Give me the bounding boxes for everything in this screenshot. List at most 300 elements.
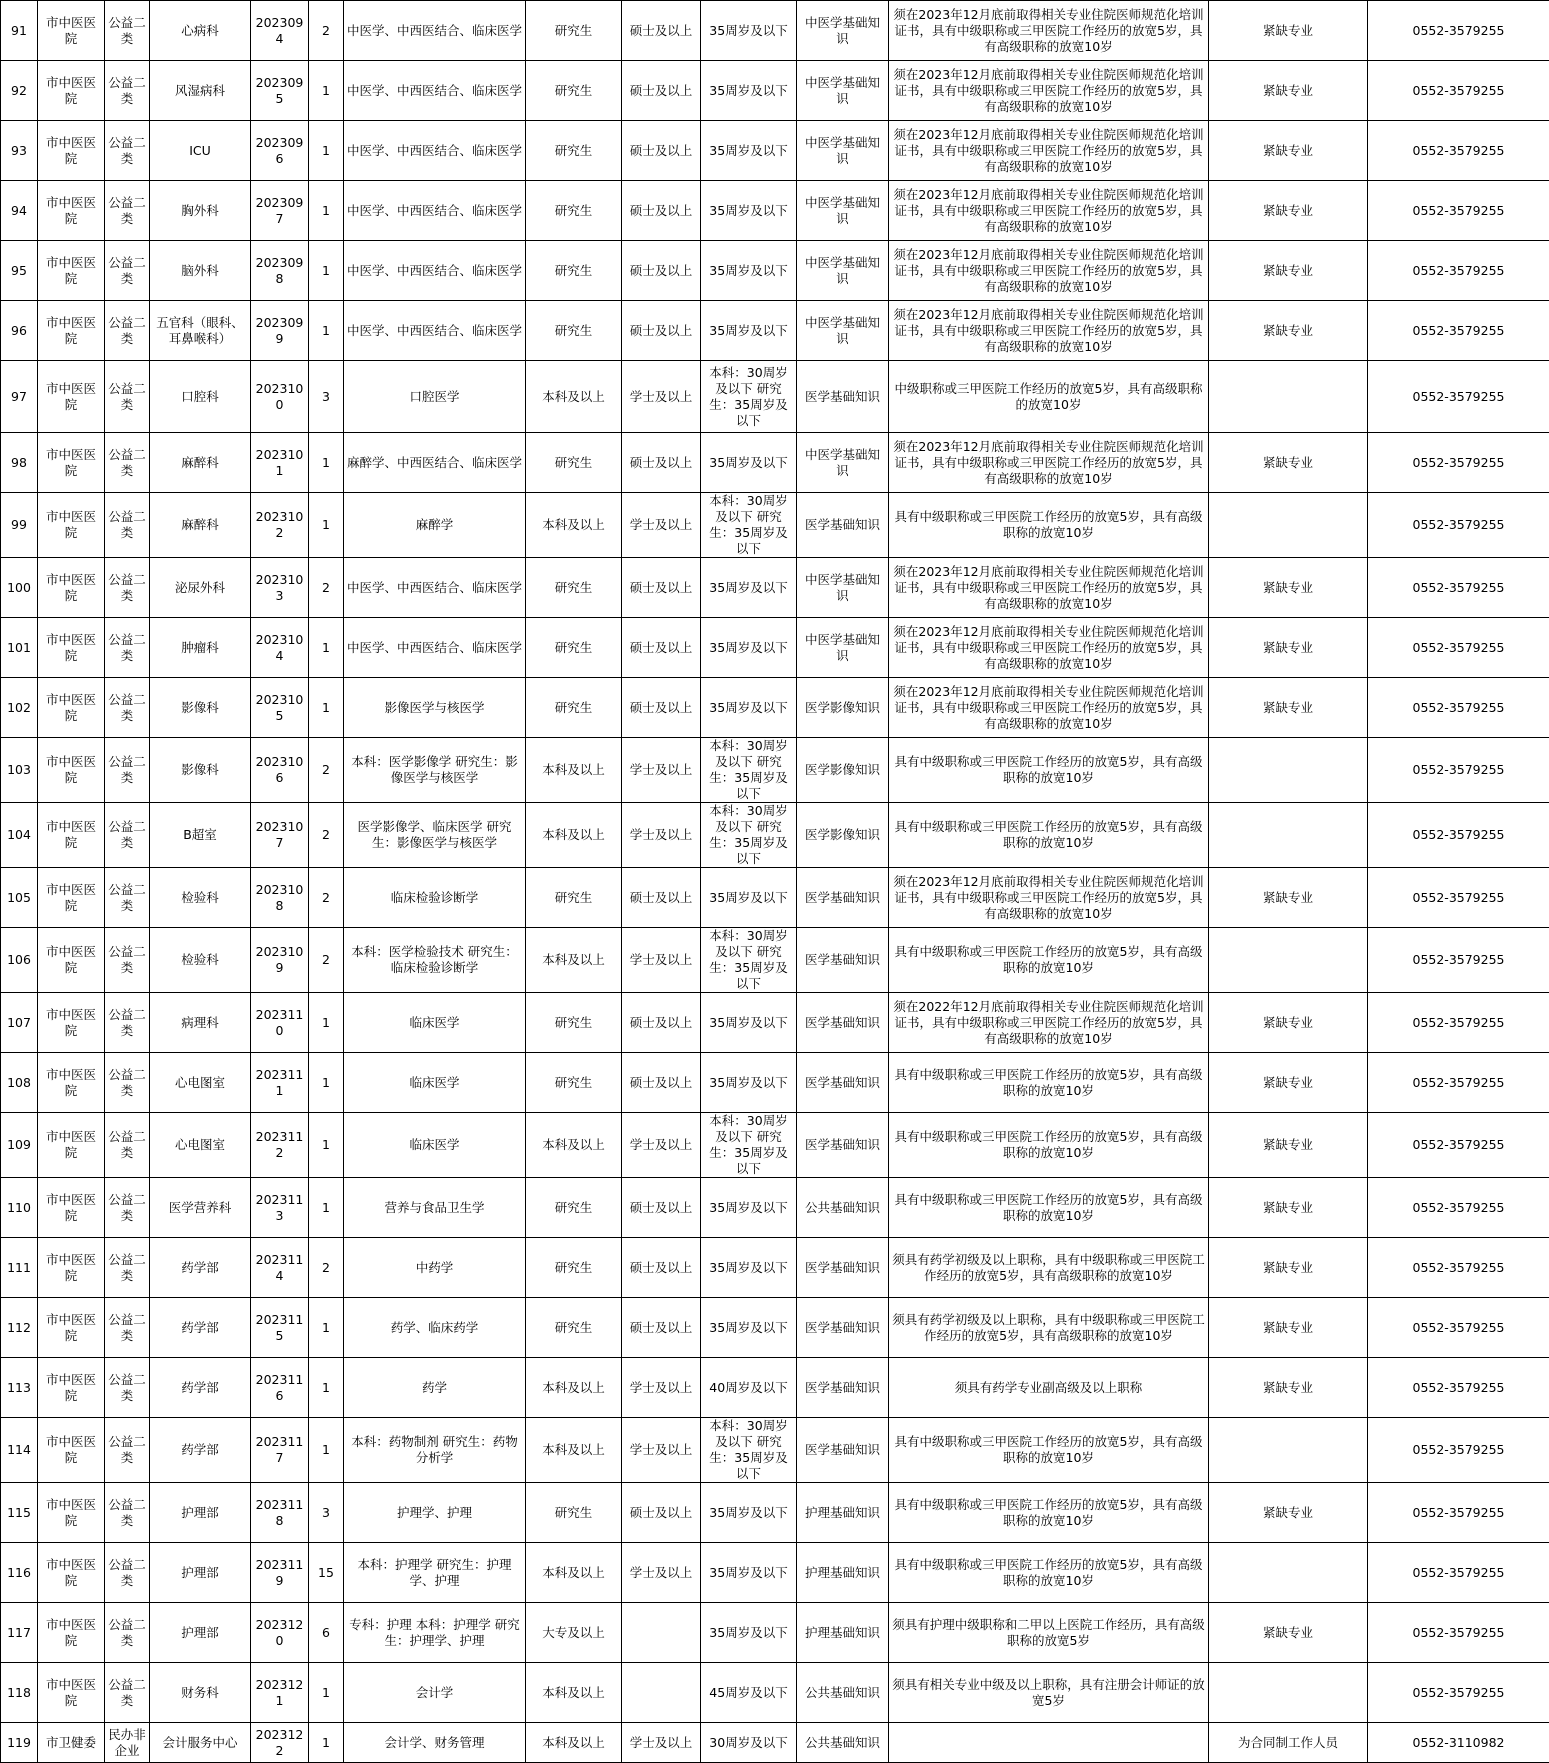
education-cell: 研究生 [526,181,622,241]
unit-cell: 市中医医院 [38,433,105,493]
age-limit-cell: 35周岁及以下 [701,241,797,301]
table-row [1,121,1549,181]
note-cell: 紧缺专业 [1209,678,1368,738]
row-number: 111 [1,1238,38,1298]
degree-cell: 学士及以上 [622,1418,701,1483]
phone-cell: 0552-3579255 [1368,1,1549,61]
headcount-cell: 2 [309,803,344,868]
table-row [1,558,1549,618]
phone-cell: 0552-3579255 [1368,241,1549,301]
education-cell: 本科及以上 [526,738,622,803]
degree-cell: 学士及以上 [622,738,701,803]
exam-subject-cell: 医学基础知识 [797,928,889,993]
requirement-cell: 须在2023年12月底前取得相关专业住院医师规范化培训证书，具有中级职称或三甲医院工作经历的放宽5岁，具有高级职称的放宽10岁 [889,301,1209,361]
row-number: 91 [1,1,38,61]
unit-cell: 市中医医院 [38,1358,105,1418]
unit-type-cell: 公益二类 [105,61,150,121]
degree-cell: 学士及以上 [622,928,701,993]
major-cell: 临床医学 [344,1053,526,1113]
age-limit-cell: 30周岁及以下 [701,1723,797,1763]
major-cell: 本科：护理学 研究生：护理学、护理 [344,1543,526,1603]
table-row [1,1418,1549,1483]
unit-type-cell: 公益二类 [105,1178,150,1238]
major-cell: 中医学、中西医结合、临床医学 [344,301,526,361]
exam-subject-cell: 公共基础知识 [797,1723,889,1763]
headcount-cell: 6 [309,1603,344,1663]
age-limit-cell: 40周岁及以下 [701,1358,797,1418]
unit-type-cell: 公益二类 [105,868,150,928]
requirement-cell: 须具有相关专业中级及以上职称，具有注册会计师证的放宽5岁 [889,1663,1209,1723]
phone-cell: 0552-3579255 [1368,618,1549,678]
headcount-cell: 2 [309,1238,344,1298]
unit-cell: 市中医医院 [38,993,105,1053]
headcount-cell: 1 [309,1178,344,1238]
age-limit-cell: 本科：30周岁及以下 研究生：35周岁及以下 [701,738,797,803]
exam-subject-cell: 中医学基础知识 [797,1,889,61]
position-code-cell: 2023115 [251,1298,309,1358]
unit-cell: 市中医医院 [38,618,105,678]
unit-type-cell: 公益二类 [105,558,150,618]
education-cell: 本科及以上 [526,803,622,868]
degree-cell: 学士及以上 [622,1358,701,1418]
phone-cell: 0552-3579255 [1368,1298,1549,1358]
degree-cell: 学士及以上 [622,493,701,558]
degree-cell: 学士及以上 [622,803,701,868]
note-cell: 紧缺专业 [1209,1483,1368,1543]
exam-subject-cell: 护理基础知识 [797,1603,889,1663]
unit-type-cell: 公益二类 [105,1418,150,1483]
major-cell: 中医学、中西医结合、临床医学 [344,181,526,241]
row-number: 93 [1,121,38,181]
row-number: 102 [1,678,38,738]
exam-subject-cell: 中医学基础知识 [797,558,889,618]
unit-type-cell: 公益二类 [105,618,150,678]
note-cell: 紧缺专业 [1209,121,1368,181]
requirement-cell: 具有中级职称或三甲医院工作经历的放宽5岁，具有高级职称的放宽10岁 [889,1418,1209,1483]
headcount-cell: 1 [309,1053,344,1113]
position-code-cell: 2023095 [251,61,309,121]
exam-subject-cell: 医学基础知识 [797,1053,889,1113]
education-cell: 研究生 [526,301,622,361]
row-number: 98 [1,433,38,493]
major-cell: 药学、临床药学 [344,1298,526,1358]
age-limit-cell: 35周岁及以下 [701,1543,797,1603]
unit-type-cell: 公益二类 [105,121,150,181]
major-cell: 口腔医学 [344,361,526,433]
age-limit-cell: 35周岁及以下 [701,993,797,1053]
unit-type-cell: 公益二类 [105,928,150,993]
major-cell: 中医学、中西医结合、临床医学 [344,618,526,678]
unit-cell: 市中医医院 [38,803,105,868]
major-cell: 麻醉学 [344,493,526,558]
degree-cell: 硕士及以上 [622,678,701,738]
department-cell: 医学营养科 [150,1178,251,1238]
unit-cell: 市中医医院 [38,558,105,618]
major-cell: 临床检验诊断学 [344,868,526,928]
position-code-cell: 2023107 [251,803,309,868]
education-cell: 本科及以上 [526,1723,622,1763]
requirement-cell: 须在2023年12月底前取得相关专业住院医师规范化培训证书，具有中级职称或三甲医院工作经历的放宽5岁，具有高级职称的放宽10岁 [889,1,1209,61]
requirement-cell: 须在2023年12月底前取得相关专业住院医师规范化培训证书，具有中级职称或三甲医院工作经历的放宽5岁，具有高级职称的放宽10岁 [889,121,1209,181]
headcount-cell: 1 [309,993,344,1053]
position-code-cell: 2023118 [251,1483,309,1543]
unit-cell: 市中医医院 [38,121,105,181]
table-row [1,1053,1549,1113]
phone-cell: 0552-3579255 [1368,678,1549,738]
unit-cell: 市卫健委 [38,1723,105,1763]
position-code-cell: 2023100 [251,361,309,433]
education-cell: 本科及以上 [526,1358,622,1418]
note-cell: 紧缺专业 [1209,1238,1368,1298]
requirement-cell: 须具有药学初级及以上职称，具有中级职称或三甲医院工作经历的放宽5岁，具有高级职称的放宽10岁 [889,1298,1209,1358]
degree-cell: 硕士及以上 [622,868,701,928]
position-code-cell: 2023111 [251,1053,309,1113]
headcount-cell: 2 [309,928,344,993]
position-code-cell: 2023096 [251,121,309,181]
requirement-cell: 具有中级职称或三甲医院工作经历的放宽5岁，具有高级职称的放宽10岁 [889,738,1209,803]
unit-type-cell: 公益二类 [105,361,150,433]
unit-type-cell: 公益二类 [105,241,150,301]
requirement-cell: 须在2023年12月底前取得相关专业住院医师规范化培训证书，具有中级职称或三甲医院工作经历的放宽5岁，具有高级职称的放宽10岁 [889,618,1209,678]
education-cell: 大专及以上 [526,1603,622,1663]
exam-subject-cell: 公共基础知识 [797,1178,889,1238]
exam-subject-cell: 医学影像知识 [797,803,889,868]
table-row [1,1543,1549,1603]
note-cell: 紧缺专业 [1209,1358,1368,1418]
department-cell: 心电图室 [150,1113,251,1178]
position-code-cell: 2023108 [251,868,309,928]
phone-cell: 0552-3579255 [1368,558,1549,618]
degree-cell: 学士及以上 [622,1113,701,1178]
unit-type-cell: 公益二类 [105,738,150,803]
unit-cell: 市中医医院 [38,738,105,803]
major-cell: 中医学、中西医结合、临床医学 [344,1,526,61]
exam-subject-cell: 医学基础知识 [797,868,889,928]
note-cell: 紧缺专业 [1209,618,1368,678]
age-limit-cell: 本科：30周岁及以下 研究生：35周岁及以下 [701,493,797,558]
age-limit-cell: 35周岁及以下 [701,181,797,241]
position-code-cell: 2023101 [251,433,309,493]
age-limit-cell: 35周岁及以下 [701,1053,797,1113]
exam-subject-cell: 中医学基础知识 [797,618,889,678]
education-cell: 研究生 [526,868,622,928]
phone-cell: 0552-3110982 [1368,1723,1549,1763]
age-limit-cell: 35周岁及以下 [701,1178,797,1238]
table-row [1,1,1549,61]
table-row [1,868,1549,928]
phone-cell: 0552-3579255 [1368,1663,1549,1723]
degree-cell: 硕士及以上 [622,1483,701,1543]
age-limit-cell: 35周岁及以下 [701,61,797,121]
note-cell: 紧缺专业 [1209,1,1368,61]
education-cell: 研究生 [526,241,622,301]
table-row [1,1603,1549,1663]
note-cell: 紧缺专业 [1209,181,1368,241]
requirement-cell: 具有中级职称或三甲医院工作经历的放宽5岁，具有高级职称的放宽10岁 [889,1483,1209,1543]
note-cell: 紧缺专业 [1209,993,1368,1053]
age-limit-cell: 35周岁及以下 [701,558,797,618]
position-code-cell: 2023105 [251,678,309,738]
phone-cell: 0552-3579255 [1368,433,1549,493]
row-number: 117 [1,1603,38,1663]
unit-cell: 市中医医院 [38,1238,105,1298]
unit-cell: 市中医医院 [38,1113,105,1178]
headcount-cell: 1 [309,1113,344,1178]
headcount-cell: 15 [309,1543,344,1603]
position-code-cell: 2023119 [251,1543,309,1603]
major-cell: 中医学、中西医结合、临床医学 [344,121,526,181]
department-cell: 会计服务中心 [150,1723,251,1763]
note-cell [1209,928,1368,993]
requirement-cell [889,1723,1209,1763]
unit-type-cell: 公益二类 [105,301,150,361]
phone-cell: 0552-3579255 [1368,1053,1549,1113]
department-cell: 药学部 [150,1418,251,1483]
headcount-cell: 3 [309,361,344,433]
row-number: 115 [1,1483,38,1543]
position-code-cell: 2023094 [251,1,309,61]
table-row [1,1663,1549,1723]
unit-cell: 市中医医院 [38,1053,105,1113]
major-cell: 中医学、中西医结合、临床医学 [344,241,526,301]
major-cell: 中药学 [344,1238,526,1298]
table-row [1,493,1549,558]
requirement-cell: 具有中级职称或三甲医院工作经历的放宽5岁，具有高级职称的放宽10岁 [889,1543,1209,1603]
phone-cell: 0552-3579255 [1368,803,1549,868]
unit-type-cell: 公益二类 [105,181,150,241]
unit-type-cell: 公益二类 [105,1,150,61]
table-row [1,181,1549,241]
requirement-cell: 中级职称或三甲医院工作经历的放宽5岁，具有高级职称的放宽10岁 [889,361,1209,433]
exam-subject-cell: 医学基础知识 [797,1418,889,1483]
phone-cell: 0552-3579255 [1368,1238,1549,1298]
headcount-cell: 1 [309,493,344,558]
requirement-cell: 须在2023年12月底前取得相关专业住院医师规范化培训证书，具有中级职称或三甲医院工作经历的放宽5岁，具有高级职称的放宽10岁 [889,678,1209,738]
note-cell: 紧缺专业 [1209,61,1368,121]
requirement-cell: 具有中级职称或三甲医院工作经历的放宽5岁，具有高级职称的放宽10岁 [889,493,1209,558]
unit-cell: 市中医医院 [38,241,105,301]
education-cell: 研究生 [526,1178,622,1238]
position-code-cell: 2023097 [251,181,309,241]
phone-cell: 0552-3579255 [1368,121,1549,181]
exam-subject-cell: 公共基础知识 [797,1663,889,1723]
degree-cell: 硕士及以上 [622,1178,701,1238]
exam-subject-cell: 医学基础知识 [797,1238,889,1298]
row-number: 104 [1,803,38,868]
row-number: 100 [1,558,38,618]
headcount-cell: 1 [309,618,344,678]
degree-cell: 硕士及以上 [622,1,701,61]
unit-type-cell: 民办非企业 [105,1723,150,1763]
major-cell: 会计学 [344,1663,526,1723]
department-cell: 影像科 [150,678,251,738]
position-code-cell: 2023114 [251,1238,309,1298]
note-cell: 为合同制工作人员 [1209,1723,1368,1763]
note-cell: 紧缺专业 [1209,433,1368,493]
row-number: 103 [1,738,38,803]
position-code-cell: 2023104 [251,618,309,678]
position-code-cell: 2023120 [251,1603,309,1663]
headcount-cell: 2 [309,738,344,803]
headcount-cell: 1 [309,1663,344,1723]
requirement-cell: 具有中级职称或三甲医院工作经历的放宽5岁，具有高级职称的放宽10岁 [889,1053,1209,1113]
degree-cell: 硕士及以上 [622,61,701,121]
major-cell: 本科：药物制剂 研究生：药物分析学 [344,1418,526,1483]
unit-type-cell: 公益二类 [105,1543,150,1603]
degree-cell: 学士及以上 [622,361,701,433]
unit-cell: 市中医医院 [38,361,105,433]
unit-cell: 市中医医院 [38,493,105,558]
degree-cell: 硕士及以上 [622,121,701,181]
age-limit-cell: 本科：30周岁及以下 研究生：35周岁及以下 [701,1113,797,1178]
major-cell: 本科：医学检验技术 研究生：临床检验诊断学 [344,928,526,993]
phone-cell: 0552-3579255 [1368,361,1549,433]
headcount-cell: 1 [309,1298,344,1358]
department-cell: 药学部 [150,1358,251,1418]
major-cell: 营养与食品卫生学 [344,1178,526,1238]
headcount-cell: 1 [309,181,344,241]
headcount-cell: 1 [309,678,344,738]
headcount-cell: 3 [309,1483,344,1543]
headcount-cell: 1 [309,1723,344,1763]
requirement-cell: 须具有护理中级职称和二甲以上医院工作经历，具有高级职称的放宽5岁 [889,1603,1209,1663]
unit-type-cell: 公益二类 [105,493,150,558]
unit-cell: 市中医医院 [38,61,105,121]
note-cell: 紧缺专业 [1209,301,1368,361]
department-cell: 胸外科 [150,181,251,241]
position-code-cell: 2023099 [251,301,309,361]
unit-type-cell: 公益二类 [105,993,150,1053]
degree-cell: 硕士及以上 [622,618,701,678]
table-row [1,61,1549,121]
position-code-cell: 2023103 [251,558,309,618]
major-cell: 临床医学 [344,1113,526,1178]
unit-type-cell: 公益二类 [105,1238,150,1298]
position-code-cell: 2023109 [251,928,309,993]
exam-subject-cell: 中医学基础知识 [797,241,889,301]
age-limit-cell: 35周岁及以下 [701,678,797,738]
row-number: 118 [1,1663,38,1723]
education-cell: 研究生 [526,433,622,493]
phone-cell: 0552-3579255 [1368,301,1549,361]
age-limit-cell: 35周岁及以下 [701,1483,797,1543]
table-row [1,433,1549,493]
unit-type-cell: 公益二类 [105,1483,150,1543]
headcount-cell: 1 [309,301,344,361]
note-cell: 紧缺专业 [1209,1178,1368,1238]
note-cell [1209,493,1368,558]
exam-subject-cell: 医学基础知识 [797,1113,889,1178]
unit-type-cell: 公益二类 [105,1663,150,1723]
major-cell: 麻醉学、中西医结合、临床医学 [344,433,526,493]
row-number: 92 [1,61,38,121]
education-cell: 研究生 [526,1238,622,1298]
education-cell: 本科及以上 [526,1663,622,1723]
department-cell: 药学部 [150,1298,251,1358]
exam-subject-cell: 医学影像知识 [797,738,889,803]
row-number: 110 [1,1178,38,1238]
headcount-cell: 2 [309,1,344,61]
major-cell: 药学 [344,1358,526,1418]
education-cell: 本科及以上 [526,1418,622,1483]
row-number: 94 [1,181,38,241]
requirement-cell: 须在2022年12月底前取得相关专业住院医师规范化培训证书，具有中级职称或三甲医院工作经历的放宽5岁，具有高级职称的放宽10岁 [889,993,1209,1053]
unit-cell: 市中医医院 [38,1178,105,1238]
major-cell: 专科：护理 本科：护理学 研究生：护理学、护理 [344,1603,526,1663]
exam-subject-cell: 中医学基础知识 [797,301,889,361]
age-limit-cell: 35周岁及以下 [701,1,797,61]
education-cell: 研究生 [526,1,622,61]
unit-cell: 市中医医院 [38,181,105,241]
age-limit-cell: 35周岁及以下 [701,433,797,493]
row-number: 113 [1,1358,38,1418]
department-cell: 五官科（眼科、耳鼻喉科） [150,301,251,361]
position-code-cell: 2023113 [251,1178,309,1238]
table-row [1,301,1549,361]
exam-subject-cell: 中医学基础知识 [797,433,889,493]
position-code-cell: 2023106 [251,738,309,803]
unit-type-cell: 公益二类 [105,803,150,868]
note-cell: 紧缺专业 [1209,868,1368,928]
position-code-cell: 2023122 [251,1723,309,1763]
requirement-cell: 须具有药学初级及以上职称，具有中级职称或三甲医院工作经历的放宽5岁，具有高级职称的放宽10岁 [889,1238,1209,1298]
department-cell: B超室 [150,803,251,868]
unit-cell: 市中医医院 [38,928,105,993]
exam-subject-cell: 医学基础知识 [797,1358,889,1418]
row-number: 107 [1,993,38,1053]
phone-cell: 0552-3579255 [1368,1603,1549,1663]
degree-cell: 硕士及以上 [622,1053,701,1113]
table-row [1,803,1549,868]
major-cell: 临床医学 [344,993,526,1053]
note-cell: 紧缺专业 [1209,1053,1368,1113]
education-cell: 研究生 [526,1298,622,1358]
exam-subject-cell: 医学基础知识 [797,993,889,1053]
department-cell: 口腔科 [150,361,251,433]
degree-cell: 硕士及以上 [622,1298,701,1358]
degree-cell: 学士及以上 [622,1543,701,1603]
major-cell: 中医学、中西医结合、临床医学 [344,61,526,121]
department-cell: 药学部 [150,1238,251,1298]
row-number: 96 [1,301,38,361]
row-number: 101 [1,618,38,678]
row-number: 119 [1,1723,38,1763]
unit-type-cell: 公益二类 [105,678,150,738]
position-code-cell: 2023098 [251,241,309,301]
department-cell: 肿瘤科 [150,618,251,678]
education-cell: 研究生 [526,678,622,738]
requirement-cell: 须在2023年12月底前取得相关专业住院医师规范化培训证书，具有中级职称或三甲医院工作经历的放宽5岁，具有高级职称的放宽10岁 [889,433,1209,493]
requirement-cell: 须在2023年12月底前取得相关专业住院医师规范化培训证书，具有中级职称或三甲医院工作经历的放宽5岁，具有高级职称的放宽10岁 [889,61,1209,121]
department-cell: 麻醉科 [150,433,251,493]
degree-cell: 硕士及以上 [622,181,701,241]
degree-cell: 硕士及以上 [622,558,701,618]
exam-subject-cell: 中医学基础知识 [797,121,889,181]
education-cell: 本科及以上 [526,1113,622,1178]
phone-cell: 0552-3579255 [1368,868,1549,928]
unit-type-cell: 公益二类 [105,1113,150,1178]
note-cell: 紧缺专业 [1209,1603,1368,1663]
unit-cell: 市中医医院 [38,1543,105,1603]
department-cell: 财务科 [150,1663,251,1723]
table-row [1,993,1549,1053]
headcount-cell: 2 [309,558,344,618]
degree-cell [622,1663,701,1723]
department-cell: 护理部 [150,1603,251,1663]
major-cell: 医学影像学、临床医学 研究生：影像医学与核医学 [344,803,526,868]
phone-cell: 0552-3579255 [1368,1483,1549,1543]
requirement-cell: 须在2023年12月底前取得相关专业住院医师规范化培训证书，具有中级职称或三甲医院工作经历的放宽5岁，具有高级职称的放宽10岁 [889,558,1209,618]
